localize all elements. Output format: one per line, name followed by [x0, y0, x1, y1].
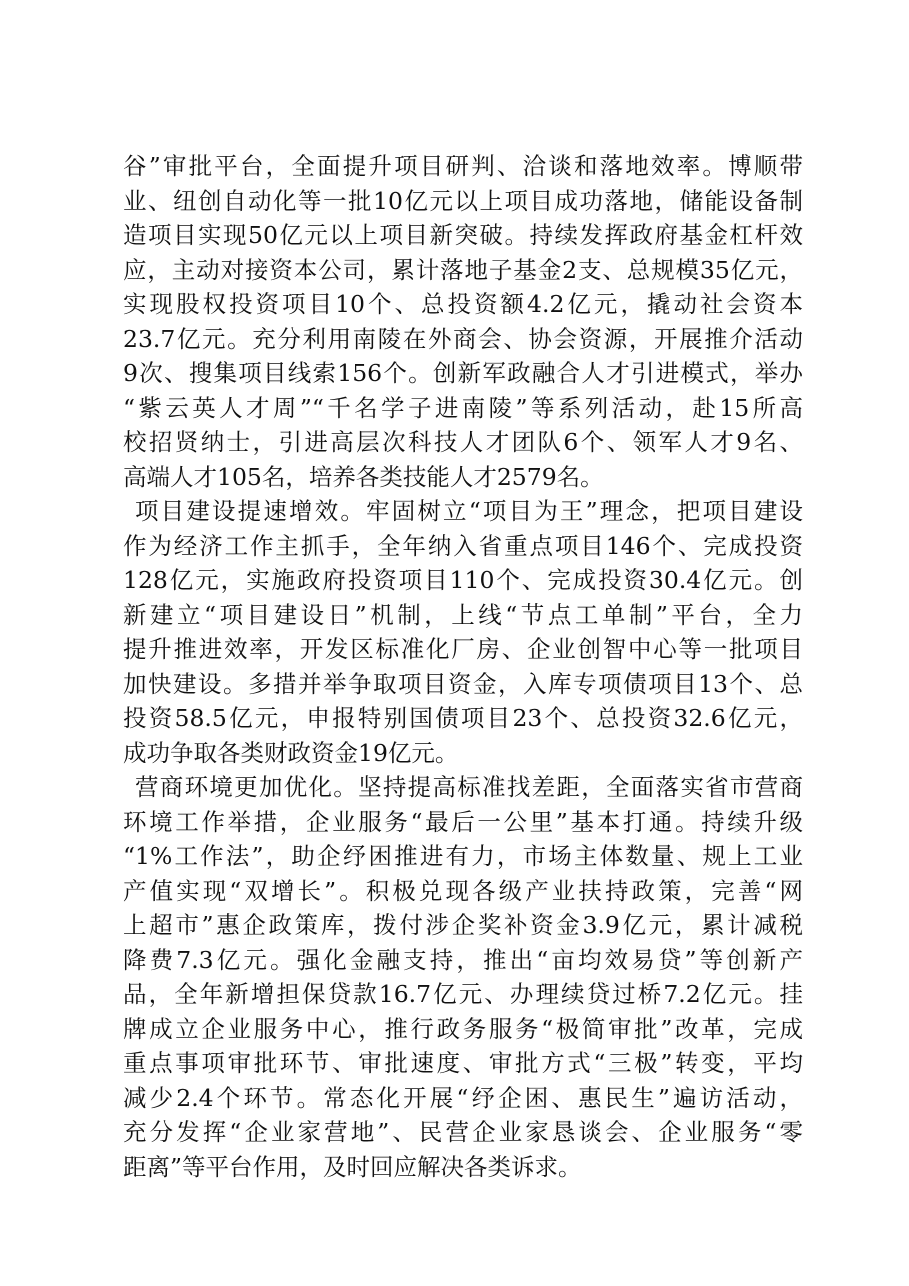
- text-line: 128亿元，实施政府投资项目110个、完成投资30.4亿元。创: [123, 566, 803, 594]
- text-line: 项目建设提速增效。牢固树立“项目为王”理念，把项目建设: [135, 497, 803, 525]
- text-line: “紫云英人才周”“千名学子进南陵”等系列活动，赴15所高: [123, 393, 803, 422]
- text-line: 谷”审批平台，全面提升项目研判、洽谈和落地效率。博顺带: [123, 152, 803, 180]
- text-line: 牌成立企业服务中心，推行政务服务“极简审批”改革，完成: [123, 1014, 803, 1043]
- text-line: 降费7.3亿元。强化金融支持，推出“亩均效易贷”等创新产: [123, 945, 803, 974]
- text-line: 距离”等平台作用，及时回应解决各类诉求。: [123, 1152, 582, 1181]
- text-line: 投资58.5亿元，申报特别国债项目23个、总投资32.6亿元，: [123, 704, 803, 732]
- text-line: 提升推进效率，开发区标准化厂房、企业创智中心等一批项目: [123, 635, 803, 663]
- text-line: 加快建设。多措并举争取项目资金，入库专项债项目13个、总: [123, 669, 803, 698]
- paragraph-investment: [123, 149, 803, 494]
- document-body: [123, 149, 803, 1184]
- text-line: 高端人才105名，培养各类技能人才2579名。: [123, 462, 604, 491]
- text-line: 实现股权投资项目10个、总投资额4.2亿元，撬动社会资本: [123, 290, 803, 318]
- paragraph-project-construction: [123, 494, 803, 770]
- text-line: 应，主动对接资本公司，累计落地子基金2支、总规模35亿元，: [123, 255, 803, 284]
- text-line: 充分发挥“企业家营地”、民营企业家恳谈会、企业服务“零: [123, 1118, 803, 1146]
- text-line: 校招贤纳士，引进高层次科技人才团队6个、领军人才9名、: [123, 428, 803, 456]
- text-line: 作为经济工作主抓手，全年纳入省重点项目146个、完成投资: [123, 531, 803, 560]
- text-line: 成功争取各类财政资金19亿元。: [123, 738, 459, 767]
- text-line: 上超市”惠企政策库，拨付涉企奖补资金3.9亿元，累计减税: [123, 911, 803, 939]
- text-line: “1%工作法”，助企纾困推进有力，市场主体数量、规上工业: [123, 842, 803, 870]
- text-line: 营商环境更加优化。坚持提高标准找差距，全面落实省市营商: [135, 773, 803, 801]
- text-line: 减少2.4个环节。常态化开展“纾企困、惠民生”遍访活动，: [123, 1083, 803, 1112]
- text-line: 9次、搜集项目线索156个。创新军政融合人才引进模式，举办: [123, 359, 803, 387]
- text-line: 产值实现“双增长”。积极兑现各级产业扶持政策，完善“网: [123, 876, 803, 905]
- paragraph-business-environment: [123, 770, 803, 1184]
- text-line: 环境工作举措，企业服务“最后一公里”基本打通。持续升级: [123, 807, 803, 836]
- text-line: 品，全年新增担保贷款16.7亿元、办理续贷过桥7.2亿元。挂: [123, 980, 803, 1008]
- text-line: 业、纽创自动化等一批10亿元以上项目成功落地，储能设备制: [123, 186, 803, 215]
- text-line: 重点事项审批环节、审批速度、审批方式“三极”转变，平均: [123, 1049, 803, 1077]
- text-line: 23.7亿元。充分利用南陵在外商会、协会资源，开展推介活动: [123, 324, 803, 353]
- text-line: 造项目实现50亿元以上项目新突破。持续发挥政府基金杠杆效: [123, 221, 803, 249]
- text-line: 新建立“项目建设日”机制，上线“节点工单制”平台，全力: [123, 600, 803, 629]
